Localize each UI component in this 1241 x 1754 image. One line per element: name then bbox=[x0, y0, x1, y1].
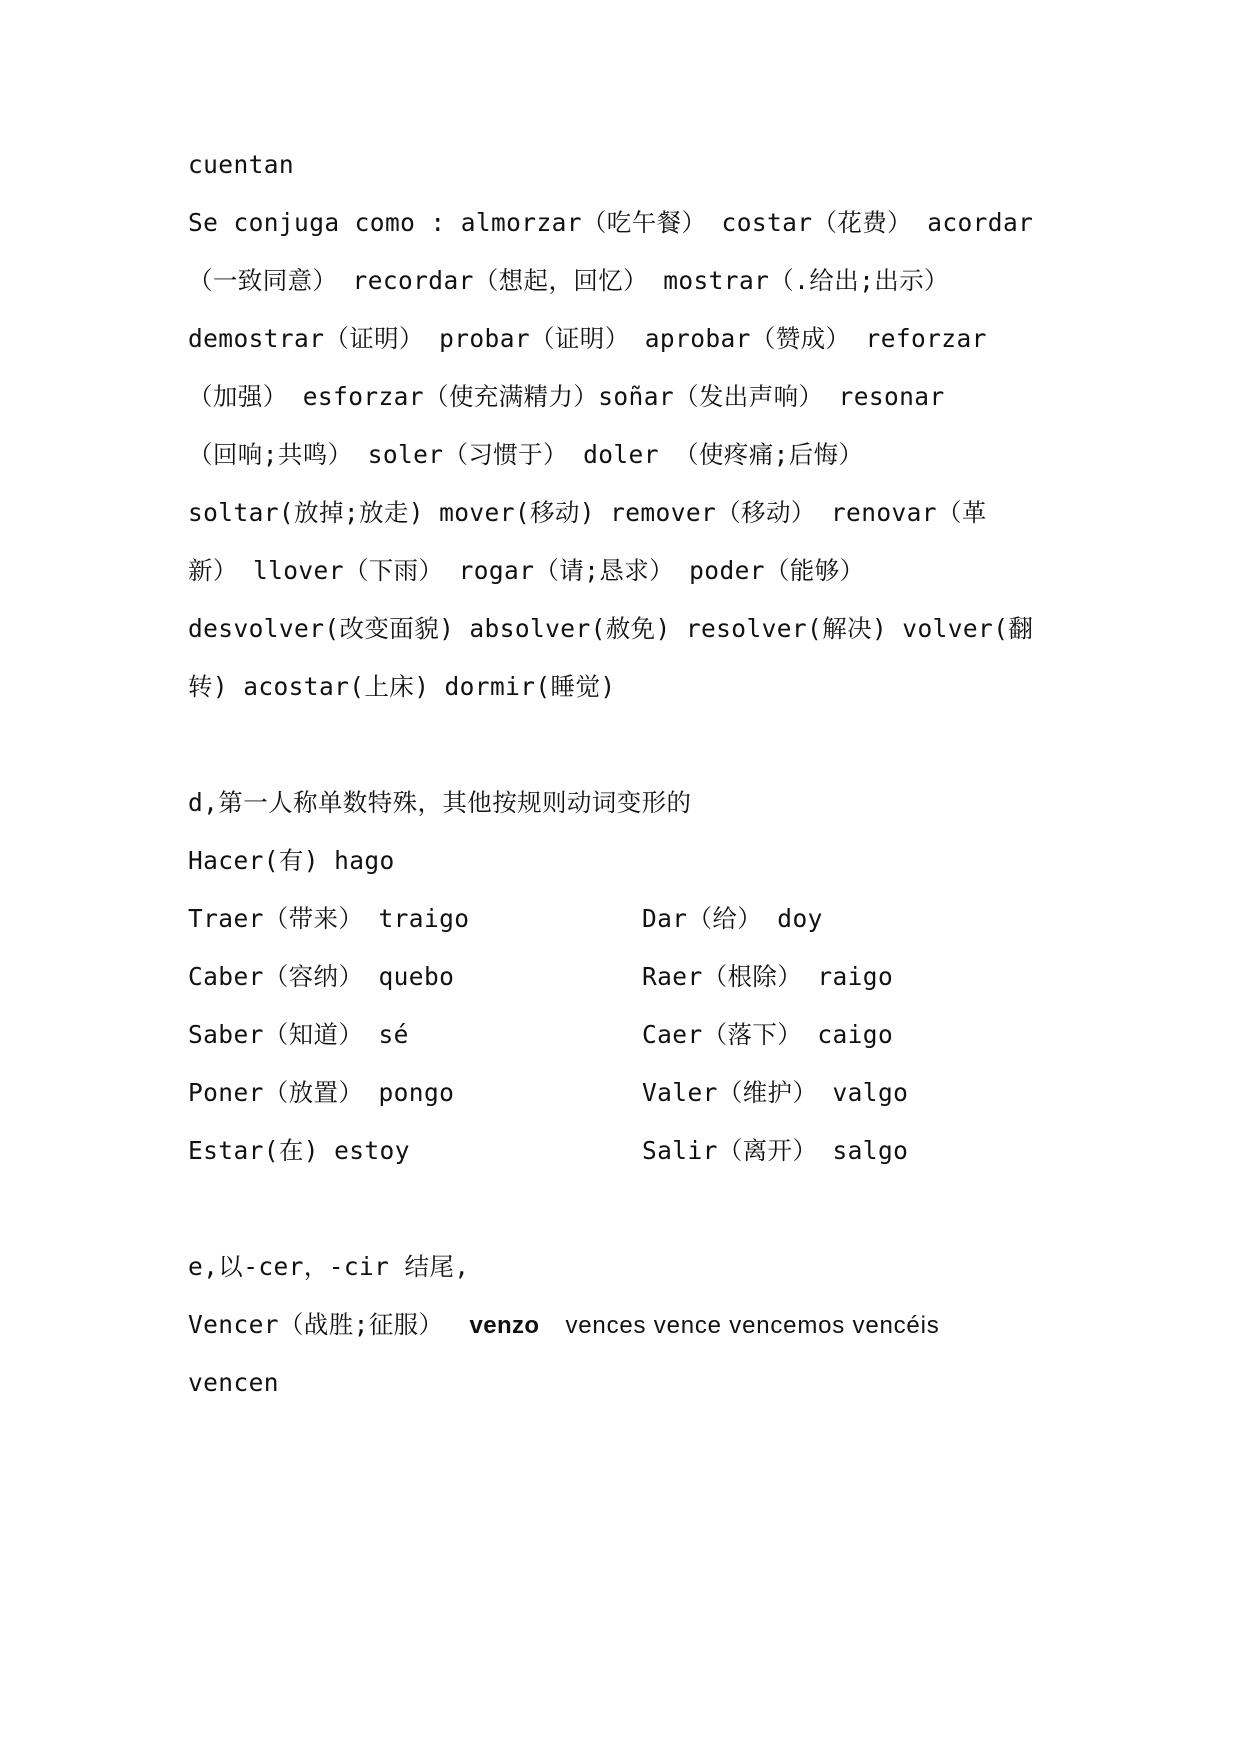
verb-left-item: Saber（知道） sé bbox=[188, 1020, 409, 1049]
verb-left-item: Traer（带来） traigo bbox=[188, 904, 470, 933]
vencer-verb: Vencer（战胜;征服） bbox=[188, 1310, 444, 1339]
text-line: 新） llover（下雨） rogar（请;恳求） poder（能够） bbox=[188, 556, 865, 585]
text-line: cuentan bbox=[188, 150, 295, 179]
vencer-conjugation-line bbox=[188, 1310, 1138, 1341]
text-line: （加强） esforzar（使充满精力）soñar（发出声响） resonar bbox=[188, 382, 945, 411]
verb-left-item: Caber（容纳） quebo bbox=[188, 962, 455, 991]
vencer-forms: vences vence vencemos vencéis bbox=[565, 1312, 940, 1339]
verb-right-item: Salir（离开） salgo bbox=[642, 1136, 909, 1165]
verb-right-item: Dar（给） doy bbox=[642, 904, 823, 933]
text-line: desvolver(改变面貌) absolver(赦免) resolver(解决) volver(翻 bbox=[188, 614, 1034, 643]
vencer-last-form: vencen bbox=[188, 1368, 279, 1397]
text-line: Se conjuga como : almorzar（吃午餐） costar（花费） acordar bbox=[188, 208, 1034, 237]
verb-right-item: Valer（维护） valgo bbox=[642, 1078, 909, 1107]
verb-left-item: Poner（放置） pongo bbox=[188, 1078, 455, 1107]
section-d-heading: d,第一人称单数特殊，其他按规则动词变形的 bbox=[188, 788, 692, 817]
verb-right-item: Raer（根除） raigo bbox=[642, 962, 894, 991]
text-line: （一致同意） recordar（想起，回忆） mostrar（.给出;出示） bbox=[188, 266, 949, 295]
text-line: demostrar（证明） probar（证明） aprobar（赞成） reforzar bbox=[188, 324, 987, 353]
text-line: soltar(放掉;放走) mover(移动) remover（移动） renovar（革 bbox=[188, 498, 987, 527]
text-line: （回响;共鸣） soler（习惯于） doler （使疼痛;后悔） bbox=[188, 440, 864, 469]
verb-left-item: Estar(在) estoy bbox=[188, 1136, 410, 1165]
vencer-first-person: venzo bbox=[469, 1312, 540, 1339]
text-line: 转) acostar(上床) dormir(睡觉) bbox=[188, 672, 616, 701]
section-e-heading: e,以-cer，-cir 结尾, bbox=[188, 1252, 470, 1281]
verb-right-item: Caer（落下） caigo bbox=[642, 1020, 894, 1049]
verb-hacer: Hacer(有) hago bbox=[188, 846, 395, 875]
